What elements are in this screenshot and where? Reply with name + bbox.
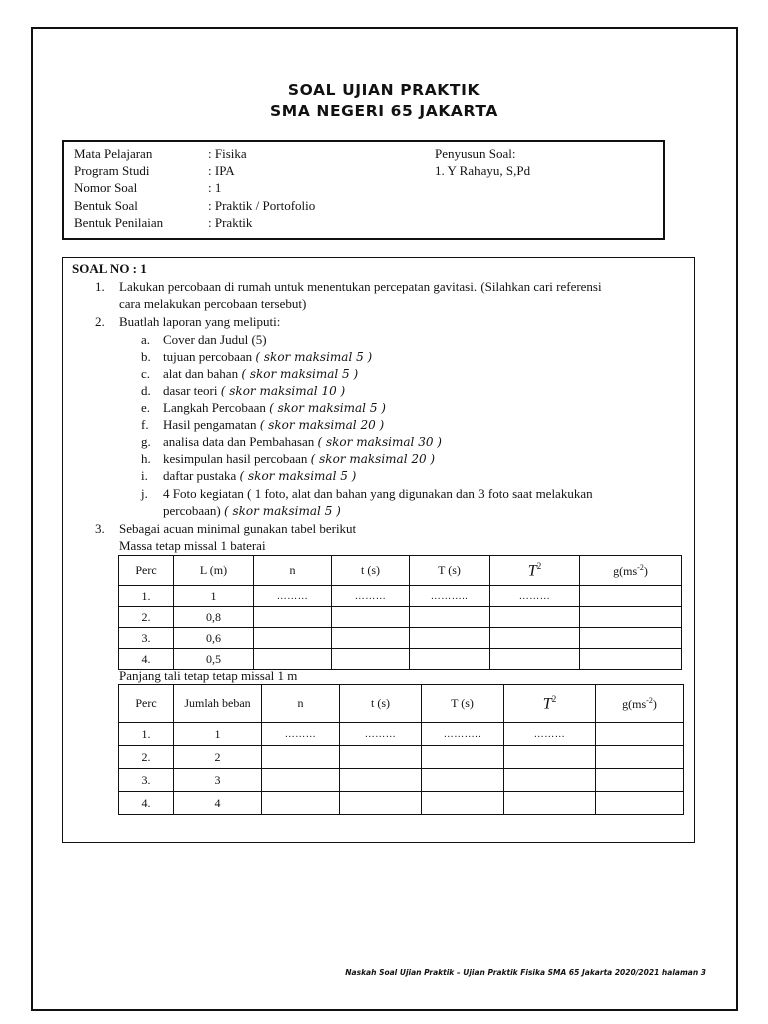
table-cell: 2. <box>119 607 174 628</box>
table-cell <box>340 769 422 792</box>
table-cell <box>254 649 332 670</box>
table-row <box>119 746 684 769</box>
table-cell <box>596 723 684 746</box>
info-value: : 1 <box>208 180 222 195</box>
subitem-letter: c. <box>141 366 151 381</box>
penyusun-label: Penyusun Soal: <box>435 146 516 161</box>
info-box <box>62 140 665 240</box>
subitem <box>163 486 593 502</box>
subitem-text: Cover dan Judul (5) <box>163 332 267 347</box>
table-cell <box>254 607 332 628</box>
table-header-cell: n <box>254 556 332 586</box>
subitem-letter: i. <box>141 468 148 483</box>
table-header-row <box>119 556 682 586</box>
item-text: Lakukan percobaan di rumah untuk menentukan percepatan gavitasi. (Silahkan cari referensi <box>119 279 602 294</box>
item-number: 2. <box>95 314 105 329</box>
table-cell <box>596 769 684 792</box>
t-symbol: T <box>542 695 552 713</box>
item-number: 1. <box>95 279 105 294</box>
subitem-letter: g. <box>141 434 151 449</box>
table-row <box>119 628 682 649</box>
table-cell <box>340 746 422 769</box>
subitem-text: kesimpulan hasil percobaan <box>163 451 311 466</box>
table-cell <box>254 628 332 649</box>
info-label: Bentuk Soal <box>74 198 138 213</box>
table-panjang-tali-tetap <box>118 684 684 815</box>
table-massa-tetap <box>118 555 682 670</box>
subitem-score: ( skor maksimal 20 ) <box>259 418 385 432</box>
subitem-score: ( skor maksimal 30 ) <box>317 435 442 449</box>
table-row <box>119 607 682 628</box>
table-cell: 2 <box>174 746 262 769</box>
soal-box <box>62 257 695 843</box>
table-cell <box>340 792 422 815</box>
item-text: Sebagai acuan minimal gunakan tabel berikut <box>119 521 357 536</box>
g-symbol: g(ms <box>622 696 647 711</box>
table-cell: ……….. <box>410 586 490 607</box>
info-value: : IPA <box>208 163 235 178</box>
table-cell: 3 <box>174 769 262 792</box>
table-header-cell-t-squared <box>490 556 580 586</box>
superscript: -2 <box>646 695 653 705</box>
table-cell <box>490 649 580 670</box>
subitem-letter: d. <box>141 383 151 398</box>
soal-heading: SOAL NO : 1 <box>72 261 147 276</box>
table-header-row <box>119 685 684 723</box>
t-symbol: T <box>527 562 537 580</box>
table-cell <box>490 628 580 649</box>
subitem <box>163 434 442 450</box>
table-row <box>119 649 682 670</box>
table-header-cell: T (s) <box>410 556 490 586</box>
table-cell: 4. <box>119 649 174 670</box>
subitem-letter: f. <box>141 417 149 432</box>
table-cell: 0,8 <box>174 607 254 628</box>
subitem-text: tujuan percobaan <box>163 349 256 364</box>
table-header-cell: Perc <box>119 556 174 586</box>
info-label: Nomor Soal <box>74 180 138 195</box>
table-cell: ……… <box>254 586 332 607</box>
item-text: Buatlah laporan yang meliputi: <box>119 314 281 329</box>
subitem-score: ( skor maksimal 10 ) <box>220 384 346 398</box>
subitem-score: ( skor maksimal 20 ) <box>310 452 436 466</box>
subitem-score: ( skor maksimal 5 ) <box>239 469 357 483</box>
subitem-text: analisa data dan Pembahasan <box>163 434 318 449</box>
table-cell <box>410 607 490 628</box>
table-caption: Massa tetap missal 1 baterai <box>119 538 266 553</box>
subitem <box>163 383 345 399</box>
table-header-cell: L (m) <box>174 556 254 586</box>
info-value: : Praktik / Portofolio <box>208 198 316 213</box>
table-cell: 1. <box>119 586 174 607</box>
page-title: SOAL UJIAN PRAKTIK <box>287 81 481 99</box>
table-cell <box>422 746 504 769</box>
table-cell <box>504 792 596 815</box>
penyusun-value: 1. Y Rahayu, S,Pd <box>435 163 531 178</box>
info-value: : Fisika <box>208 146 247 161</box>
table-cell: 1. <box>119 723 174 746</box>
table-cell: 2. <box>119 746 174 769</box>
table-cell <box>504 769 596 792</box>
table-cell: ……….. <box>422 723 504 746</box>
table-row <box>119 769 684 792</box>
table-row <box>119 792 684 815</box>
subitem-score: ( skor maksimal 5 ) <box>224 504 341 518</box>
subitem <box>163 417 384 433</box>
subitem-text: dasar teori <box>163 383 221 398</box>
info-label: Mata Pelajaran <box>74 146 153 161</box>
table-cell: 3. <box>119 769 174 792</box>
table-cell <box>332 628 410 649</box>
table-cell <box>422 769 504 792</box>
subitem-letter: e. <box>141 400 151 415</box>
subitem <box>163 366 358 382</box>
table-cell: 1 <box>174 723 262 746</box>
table-cell <box>580 628 682 649</box>
g-symbol: g(ms <box>613 563 638 578</box>
subitem-text: percobaan) <box>163 503 224 518</box>
subitem <box>163 349 372 365</box>
subitem-score: ( skor maksimal 5 ) <box>255 350 373 364</box>
page-footer: Naskah Soal Ujian Praktik – Ujian Praktik Fisika SMA 65 Jakarta 2020/2021 halaman 3 <box>345 968 706 977</box>
table-cell: 3. <box>119 628 174 649</box>
g-close: ) <box>652 696 657 711</box>
subitem-text: daftar pustaka <box>163 468 240 483</box>
table-header-cell: T (s) <box>422 685 504 723</box>
table-header-cell-g <box>580 556 682 586</box>
table-cell <box>262 792 340 815</box>
table-cell <box>580 586 682 607</box>
subitem <box>163 332 267 348</box>
subitem-score: ( skor maksimal 5 ) <box>269 401 386 415</box>
table-cell <box>596 792 684 815</box>
table-cell <box>580 649 682 670</box>
subitem-letter: j. <box>141 486 148 501</box>
subitem-letter: b. <box>141 349 151 364</box>
table-cell <box>490 607 580 628</box>
table-cell <box>410 628 490 649</box>
subitem-score: ( skor maksimal 5 ) <box>241 367 359 381</box>
table-cell <box>422 792 504 815</box>
subitem-letter: h. <box>141 451 151 466</box>
table-header-cell: n <box>262 685 340 723</box>
table-row <box>119 723 684 746</box>
g-close: ) <box>643 563 648 578</box>
item-number: 3. <box>95 521 105 536</box>
table-cell: ……… <box>332 586 410 607</box>
table-row <box>119 586 682 607</box>
table-header-cell: Perc <box>119 685 174 723</box>
table-cell <box>504 746 596 769</box>
subitem <box>163 451 435 467</box>
table-header-cell: t (s) <box>340 685 422 723</box>
item-text: cara melakukan percobaan tersebut) <box>119 296 307 311</box>
info-label: Program Studi <box>74 163 150 178</box>
table-cell <box>332 649 410 670</box>
subitem-text: Hasil pengamatan <box>163 417 260 432</box>
table-header-cell-t-squared <box>504 685 596 723</box>
table-header-cell: t (s) <box>332 556 410 586</box>
table-cell <box>596 746 684 769</box>
table-cell: 0,6 <box>174 628 254 649</box>
subitem-text: Langkah Percobaan <box>163 400 270 415</box>
info-value: : Praktik <box>208 215 253 230</box>
table-cell: 4. <box>119 792 174 815</box>
table-cell: ……… <box>490 586 580 607</box>
table-cell: ……… <box>504 723 596 746</box>
table-header-cell: Jumlah beban <box>174 685 262 723</box>
subitem <box>163 400 386 416</box>
subitem-letter: a. <box>141 332 151 347</box>
table-cell <box>580 607 682 628</box>
table-cell: 0,5 <box>174 649 254 670</box>
table-cell <box>262 746 340 769</box>
table-cell: ……… <box>340 723 422 746</box>
page-subtitle: SMA NEGERI 65 JAKARTA <box>270 102 498 120</box>
superscript: 2 <box>536 560 542 571</box>
table-cell: ……… <box>262 723 340 746</box>
subitem-text: 4 Foto kegiatan ( 1 foto, alat dan bahan yang digunakan dan 3 foto saat melakukan <box>163 486 593 501</box>
table-header-cell-g <box>596 685 684 723</box>
superscript: -2 <box>637 562 644 572</box>
subitem <box>163 503 341 519</box>
subitem <box>163 468 356 484</box>
table-cell: 1 <box>174 586 254 607</box>
subitem-text: alat dan bahan <box>163 366 242 381</box>
table-caption: Panjang tali tetap tetap missal 1 m <box>119 668 298 683</box>
table-cell <box>332 607 410 628</box>
superscript: 2 <box>551 693 557 704</box>
info-label: Bentuk Penilaian <box>74 215 164 230</box>
table-cell <box>410 649 490 670</box>
table-cell <box>262 769 340 792</box>
table-cell: 4 <box>174 792 262 815</box>
